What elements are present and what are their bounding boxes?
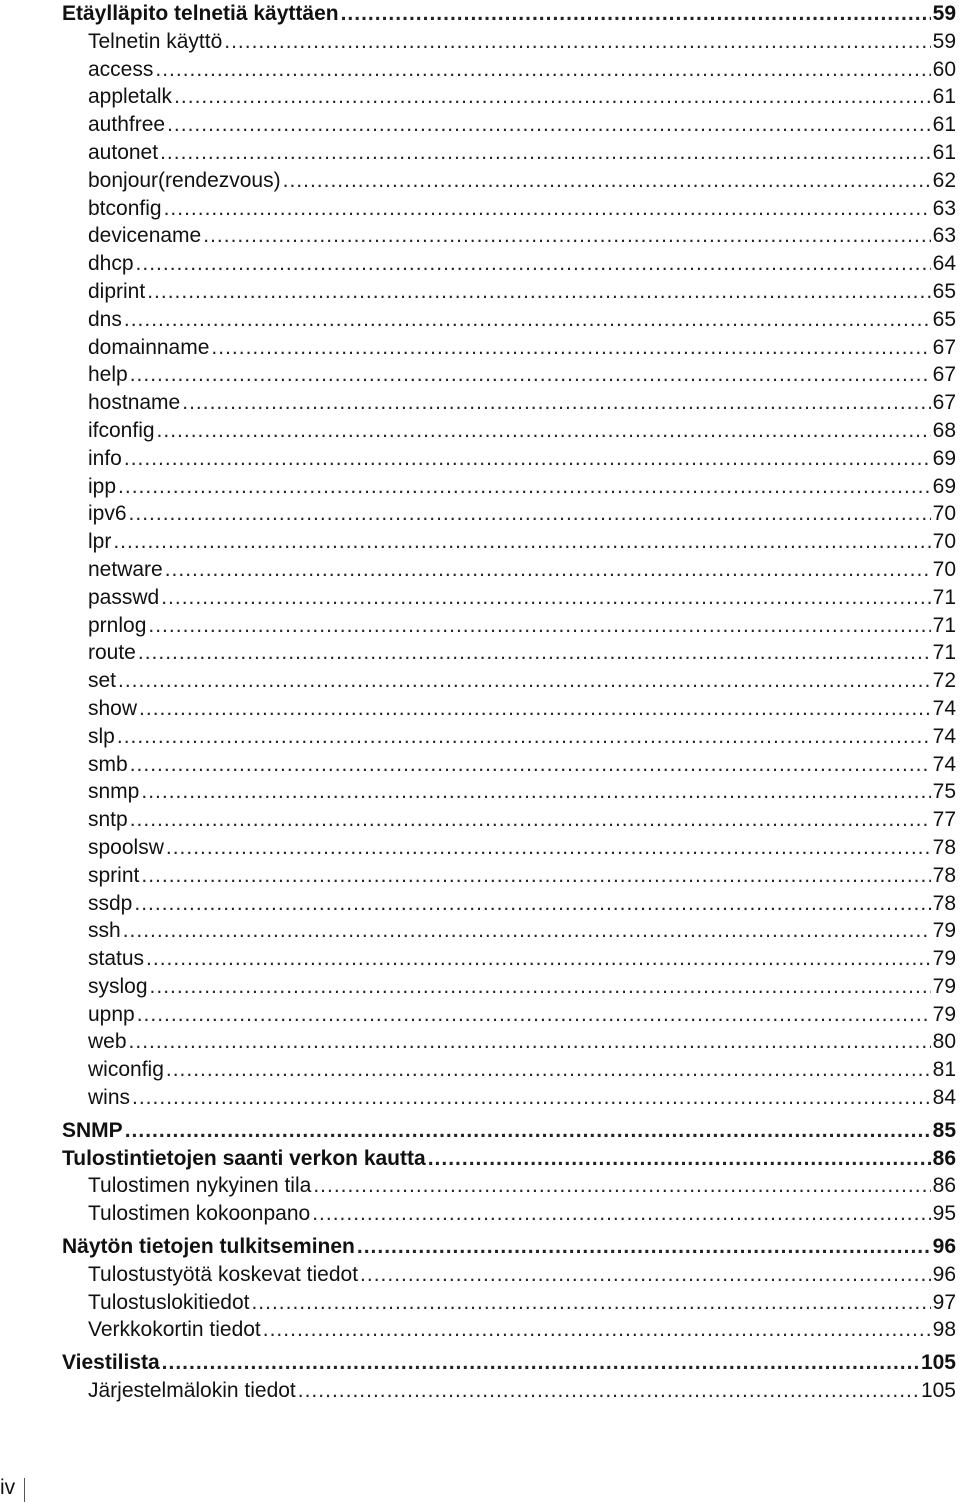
toc-subsection-entry[interactable] (62, 1084, 956, 1112)
toc-subsection-entry[interactable] (62, 973, 956, 1001)
toc-dot-leader (251, 1289, 930, 1317)
toc-entry-label: authfree (88, 113, 166, 137)
toc-entry-label: Etäylläpito telnetiä käyttäen (62, 2, 339, 25)
toc-dot-leader (182, 389, 930, 417)
toc-entry-page-number: 68 (932, 418, 956, 442)
toc-dot-leader (147, 278, 930, 306)
toc-entry-label: info (88, 446, 122, 470)
toc-entry-page-number: 65 (932, 307, 956, 331)
toc-entry-label: lpr (88, 530, 112, 554)
toc-entry-label: domainname (88, 335, 210, 359)
toc-entry-page-number: 75 (932, 780, 956, 804)
toc-entry-label: status (88, 947, 145, 971)
toc-entry-label: SNMP (62, 1118, 123, 1142)
toc-entry-page-number: 74 (932, 696, 956, 720)
table-of-contents (62, 0, 956, 1405)
toc-subsection-entry[interactable] (62, 28, 956, 56)
toc-entry-label: slp (88, 724, 115, 748)
toc-subsection-entry[interactable] (62, 361, 956, 389)
toc-entry-page-number: 71 (932, 585, 956, 609)
toc-entry-page-number: 67 (932, 363, 956, 387)
toc-entry-page-number: 74 (932, 752, 956, 776)
toc-entry-page-number: 78 (932, 863, 956, 887)
toc-dot-leader (123, 917, 931, 945)
toc-dot-leader (428, 1145, 931, 1173)
toc-entry-label: Tulostimen kokoonpano (88, 1202, 311, 1226)
toc-dot-leader (162, 1349, 919, 1377)
toc-subsection-entry[interactable] (62, 1001, 956, 1029)
toc-subsection-entry[interactable] (62, 1377, 956, 1405)
toc-entry-label: Järjestelmälokin tiedot (88, 1379, 296, 1403)
toc-entry-label: access (88, 57, 154, 81)
toc-entry-label: wiconfig (88, 1058, 164, 1082)
toc-entry-page-number: 80 (932, 1030, 956, 1054)
toc-subsection-entry[interactable] (62, 195, 956, 223)
toc-dot-leader (118, 667, 931, 695)
toc-subsection-entry[interactable] (62, 1172, 956, 1200)
toc-subsection-entry[interactable] (62, 917, 956, 945)
toc-entry-page-number: 62 (932, 168, 956, 192)
toc-subsection-entry[interactable] (62, 1316, 956, 1344)
toc-entry-label: ipp (88, 474, 117, 498)
toc-entry-page-number: 61 (932, 140, 956, 164)
toc-section-entry[interactable] (62, 1233, 956, 1261)
toc-entry-page-number: 98 (932, 1318, 956, 1342)
toc-entry-page-number: 72 (932, 669, 956, 693)
toc-entry-page-number: 77 (932, 808, 956, 832)
toc-dot-leader (165, 556, 931, 584)
toc-dot-leader (113, 528, 930, 556)
toc-dot-leader (138, 639, 931, 667)
toc-entry-label: autonet (88, 140, 159, 164)
toc-subsection-entry[interactable] (62, 890, 956, 918)
toc-entry-label: set (88, 669, 117, 693)
toc-dot-leader (160, 139, 931, 167)
toc-entry-label: diprint (88, 279, 146, 303)
toc-entry-label: Näytön tietojen tulkitseminen (62, 1235, 355, 1259)
toc-dot-leader (132, 1084, 931, 1112)
toc-entry-label: appletalk (88, 85, 173, 109)
toc-entry-label: hostname (88, 391, 181, 415)
toc-dot-leader (341, 0, 931, 28)
toc-subsection-entry[interactable] (62, 862, 956, 890)
toc-subsection-entry[interactable] (62, 1200, 956, 1228)
toc-entry-page-number: 85 (932, 1118, 956, 1142)
toc-subsection-entry[interactable] (62, 306, 956, 334)
toc-dot-leader (130, 751, 931, 779)
toc-dot-leader (139, 695, 931, 723)
toc-entry-label: ssdp (88, 891, 133, 915)
toc-dot-leader (124, 445, 931, 473)
toc-dot-leader (167, 111, 931, 139)
toc-subsection-entry[interactable] (62, 1289, 956, 1317)
toc-entry-page-number: 86 (932, 1146, 956, 1170)
toc-entry-page-number: 95 (932, 1202, 956, 1226)
toc-entry-page-number: 61 (932, 85, 956, 109)
toc-entry-page-number: 105 (920, 1351, 956, 1375)
toc-entry-label: Tulostimen nykyinen tila (88, 1174, 312, 1198)
toc-subsection-entry[interactable] (62, 389, 956, 417)
toc-entry-label: Tulostintietojen saanti verkon kautta (62, 1146, 426, 1170)
toc-subsection-entry[interactable] (62, 278, 956, 306)
toc-dot-leader (164, 195, 931, 223)
toc-dot-leader (224, 28, 930, 56)
toc-subsection-entry[interactable] (62, 417, 956, 445)
toc-subsection-entry[interactable] (62, 695, 956, 723)
toc-entry-label: dns (88, 307, 122, 331)
toc-subsection-entry[interactable] (62, 528, 956, 556)
toc-entry-page-number: 69 (932, 446, 956, 470)
toc-subsection-entry[interactable] (62, 139, 956, 167)
footer-divider (24, 1478, 25, 1502)
toc-dot-leader (146, 945, 931, 973)
toc-dot-leader (203, 222, 930, 250)
toc-entry-label: btconfig (88, 196, 162, 220)
toc-entry-label: Verkkokortin tiedot (88, 1318, 261, 1342)
toc-entry-page-number: 64 (932, 252, 956, 276)
toc-entry-label: Tulostustyötä koskevat tiedot (88, 1262, 359, 1286)
toc-dot-leader (263, 1316, 931, 1344)
toc-entry-label: Tulostuslokitiedot (88, 1290, 250, 1314)
toc-dot-leader (211, 334, 930, 362)
toc-dot-leader (166, 834, 931, 862)
toc-entry-page-number: 81 (932, 1058, 956, 1082)
toc-dot-leader (313, 1172, 930, 1200)
toc-subsection-entry[interactable] (62, 945, 956, 973)
toc-entry-page-number: 79 (932, 947, 956, 971)
toc-entry-label: sprint (88, 863, 140, 887)
toc-dot-leader (174, 83, 931, 111)
toc-subsection-entry[interactable] (62, 667, 956, 695)
toc-subsection-entry[interactable] (62, 222, 956, 250)
toc-dot-leader (298, 1377, 919, 1405)
toc-dot-leader (161, 584, 930, 612)
toc-dot-leader (125, 1117, 931, 1145)
toc-subsection-entry[interactable] (62, 1028, 956, 1056)
toc-entry-label: netware (88, 557, 163, 581)
toc-subsection-entry[interactable] (62, 834, 956, 862)
toc-dot-leader (155, 56, 930, 84)
toc-entry-page-number: 71 (932, 613, 956, 637)
toc-entry-label: ipv6 (88, 502, 127, 526)
toc-entry-page-number: 70 (932, 502, 956, 526)
toc-subsection-entry[interactable] (62, 556, 956, 584)
toc-entry-page-number: 97 (932, 1290, 956, 1314)
toc-entry-page-number: 71 (932, 641, 956, 665)
toc-entry-label: show (88, 696, 138, 720)
toc-entry-label: ssh (88, 919, 121, 943)
toc-dot-leader (312, 1200, 930, 1228)
toc-entry-label: route (88, 641, 136, 665)
toc-dot-leader (166, 1056, 931, 1084)
toc-dot-leader (129, 1028, 931, 1056)
toc-subsection-entry[interactable] (62, 111, 956, 139)
toc-entry-page-number: 96 (932, 1262, 956, 1286)
toc-entry-label: upnp (88, 1002, 135, 1026)
toc-subsection-entry[interactable] (62, 751, 956, 779)
toc-subsection-entry[interactable] (62, 639, 956, 667)
toc-entry-label: devicename (88, 224, 202, 248)
toc-entry-page-number: 63 (932, 196, 956, 220)
toc-subsection-entry[interactable] (62, 167, 956, 195)
toc-entry-page-number: 79 (932, 919, 956, 943)
toc-dot-leader (157, 417, 931, 445)
toc-entry-page-number: 59 (932, 29, 956, 53)
toc-subsection-entry[interactable] (62, 584, 956, 612)
toc-dot-leader (129, 500, 931, 528)
toc-dot-leader (130, 806, 931, 834)
toc-entry-label: Viestilista (62, 1351, 160, 1375)
toc-dot-leader (357, 1233, 931, 1261)
toc-dot-leader (283, 167, 931, 195)
toc-entry-label: sntp (88, 808, 128, 832)
toc-entry-page-number: 63 (932, 224, 956, 248)
toc-subsection-entry[interactable] (62, 1261, 956, 1289)
toc-dot-leader (136, 250, 931, 278)
toc-entry-page-number: 67 (932, 335, 956, 359)
toc-entry-label: spoolsw (88, 835, 164, 859)
toc-entry-page-number: 79 (932, 1002, 956, 1026)
toc-subsection-entry[interactable] (62, 1056, 956, 1084)
toc-dot-leader (150, 973, 931, 1001)
toc-dot-leader (137, 1001, 931, 1029)
toc-entry-page-number: 60 (932, 57, 956, 81)
toc-dot-leader (141, 862, 930, 890)
toc-subsection-entry[interactable] (62, 250, 956, 278)
toc-entry-label: ifconfig (88, 418, 155, 442)
toc-subsection-entry[interactable] (62, 500, 956, 528)
toc-entry-label: web (88, 1030, 127, 1054)
toc-dot-leader (124, 306, 931, 334)
toc-entry-page-number: 105 (920, 1379, 956, 1403)
toc-section-entry[interactable] (62, 0, 956, 28)
toc-section-entry[interactable] (62, 1117, 956, 1145)
toc-entry-page-number: 61 (932, 113, 956, 137)
toc-entry-label: bonjour(rendezvous) (88, 168, 281, 192)
toc-entry-label: prnlog (88, 613, 147, 637)
toc-dot-leader (130, 361, 931, 389)
toc-entry-page-number: 84 (932, 1086, 956, 1110)
toc-entry-page-number: 70 (932, 530, 956, 554)
toc-subsection-entry[interactable] (62, 806, 956, 834)
toc-entry-label: snmp (88, 780, 140, 804)
toc-entry-label: Telnetin käyttö (88, 29, 223, 53)
toc-entry-page-number: 70 (932, 557, 956, 581)
toc-entry-page-number: 96 (932, 1235, 956, 1259)
toc-entry-page-number: 69 (932, 474, 956, 498)
toc-dot-leader (118, 473, 931, 501)
toc-entry-page-number: 78 (932, 835, 956, 859)
toc-entry-page-number: 67 (932, 391, 956, 415)
toc-entry-label: wins (88, 1086, 131, 1110)
toc-entry-label: dhcp (88, 252, 134, 276)
toc-subsection-entry[interactable] (62, 334, 956, 362)
toc-dot-leader (360, 1261, 931, 1289)
toc-entry-label: help (88, 363, 128, 387)
toc-subsection-entry[interactable] (62, 56, 956, 84)
toc-dot-leader (148, 612, 930, 640)
toc-section-entry[interactable] (62, 1349, 956, 1377)
toc-subsection-entry[interactable] (62, 612, 956, 640)
toc-subsection-entry[interactable] (62, 723, 956, 751)
toc-entry-page-number: 65 (932, 279, 956, 303)
toc-subsection-entry[interactable] (62, 778, 956, 806)
toc-entry-label: passwd (88, 585, 160, 609)
toc-entry-page-number: 74 (932, 724, 956, 748)
toc-dot-leader (141, 778, 930, 806)
toc-entry-page-number: 79 (932, 974, 956, 998)
toc-section-entry[interactable] (62, 1145, 956, 1173)
toc-subsection-entry[interactable] (62, 83, 956, 111)
toc-subsection-entry[interactable] (62, 445, 956, 473)
toc-entry-label: smb (88, 752, 128, 776)
page-number: iv (0, 1476, 16, 1499)
toc-subsection-entry[interactable] (62, 473, 956, 501)
toc-entry-page-number: 59 (932, 2, 956, 25)
toc-dot-leader (134, 890, 930, 918)
toc-entry-label: syslog (88, 974, 148, 998)
toc-dot-leader (117, 723, 931, 751)
toc-entry-page-number: 78 (932, 891, 956, 915)
toc-entry-page-number: 86 (932, 1174, 956, 1198)
